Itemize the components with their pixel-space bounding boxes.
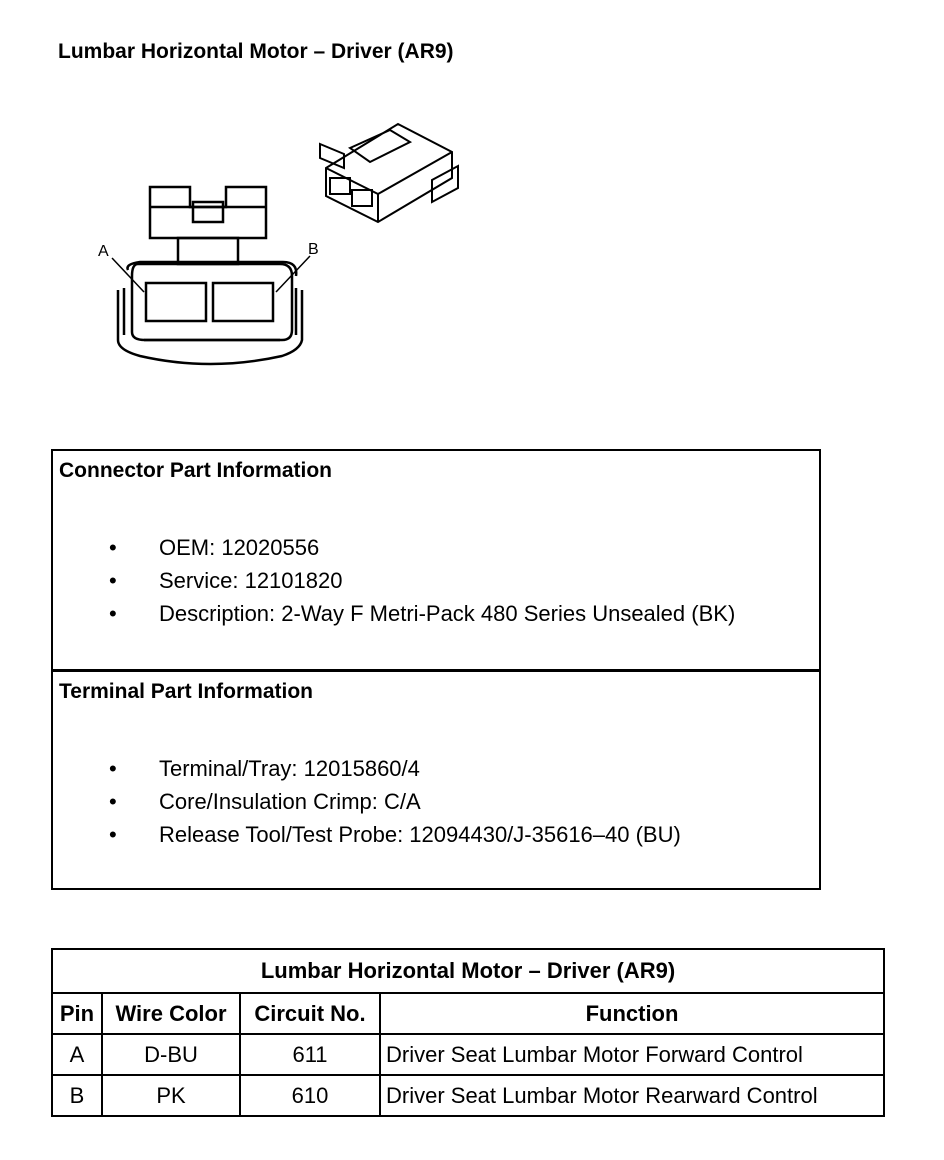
connector-part-info (53, 451, 819, 672)
table-row: B PK 610 Driver Seat Lumbar Motor Rearward Control (52, 1075, 884, 1116)
header-wire-color: Wire Color (102, 993, 240, 1034)
list-item: • OEM: 12020556 (109, 535, 320, 560)
list-item: • Service: 12101820 (109, 568, 343, 593)
part-information-box (51, 449, 821, 890)
pin-a-label: A (98, 243, 109, 260)
connector-heading: Connector Part Information (59, 459, 333, 482)
connector-face-view (112, 187, 310, 364)
page-title: Lumbar Horizontal Motor – Driver (AR9) (58, 40, 454, 63)
terminal-part-info (53, 672, 819, 888)
table-row: A D-BU 611 Driver Seat Lumbar Motor Forward Control (52, 1034, 884, 1075)
header-pin: Pin (52, 993, 102, 1034)
pin-b-label: B (308, 241, 319, 258)
list-item: • Core/Insulation Crimp: C/A (109, 789, 421, 814)
connector-isometric-view (320, 124, 458, 222)
terminal-heading: Terminal Part Information (59, 680, 313, 703)
connector-diagram (0, 0, 944, 420)
header-function: Function (380, 993, 884, 1034)
header-circuit: Circuit No. (240, 993, 380, 1034)
pinout-table (51, 948, 885, 1117)
table-title: Lumbar Horizontal Motor – Driver (AR9) (52, 949, 884, 993)
list-item: • Description: 2-Way F Metri-Pack 480 Series Unsealed (BK) (109, 601, 736, 626)
list-item: • Release Tool/Test Probe: 12094430/J-35616–40 (BU) (109, 822, 681, 847)
list-item: • Terminal/Tray: 12015860/4 (109, 756, 420, 781)
